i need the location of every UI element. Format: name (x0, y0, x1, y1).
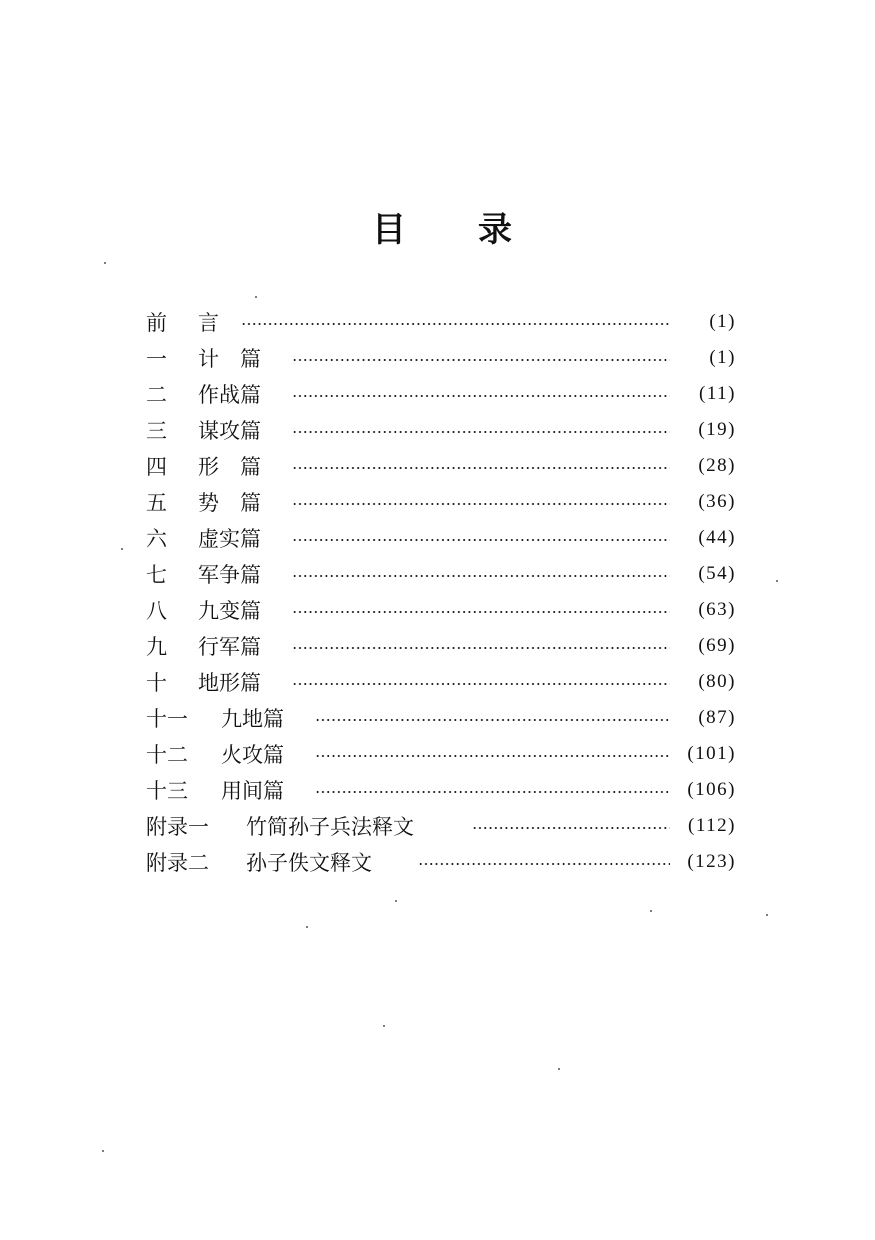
toc-leader-dots (292, 611, 670, 613)
toc-entry-name: 火攻篇 (221, 743, 284, 767)
toc-entry[interactable] (146, 448, 736, 484)
toc-entry[interactable] (146, 484, 736, 520)
page-title (372, 202, 522, 250)
toc-entry-name: 军争篇 (198, 563, 261, 587)
toc-entry-page: (54) (698, 563, 736, 584)
toc-leader-dots (292, 647, 670, 649)
toc-entry-number: 三 (146, 419, 167, 443)
toc-entry-page: (28) (698, 455, 736, 476)
scan-speck (395, 900, 397, 902)
toc-entry-name: 地形篇 (198, 671, 261, 695)
toc-entry-page: (112) (688, 815, 736, 836)
scan-speck (383, 1025, 385, 1027)
toc-entry-number: 附录二 (146, 851, 209, 875)
toc-leader-dots (292, 467, 670, 469)
scan-speck (306, 926, 308, 928)
toc-entry-name: 虚实篇 (198, 527, 261, 551)
toc-leader-dots (292, 683, 670, 685)
toc-entry[interactable] (146, 376, 736, 412)
toc-entry-number: 五 (146, 491, 167, 515)
toc-entry[interactable] (146, 340, 736, 376)
toc-entry-name: 九地篇 (221, 707, 284, 731)
toc-entry-number: 九 (146, 635, 167, 659)
toc-entry-number: 四 (146, 455, 167, 479)
toc-entry-number: 附录一 (146, 815, 209, 839)
toc-leader-dots (315, 791, 670, 793)
toc-entry-name: 势 篇 (198, 491, 261, 515)
toc-leader-dots (292, 431, 670, 433)
toc-entry-page: (87) (698, 707, 736, 728)
scan-speck (104, 262, 106, 264)
toc-entry-number: 前 (146, 311, 167, 335)
toc-entry-page: (11) (699, 383, 736, 404)
toc-leader-dots (315, 719, 670, 721)
toc-entry-name: 作战篇 (198, 383, 261, 407)
toc-entry-name: 孙子佚文释文 (246, 851, 372, 875)
toc-entry-page: (36) (698, 491, 736, 512)
toc-entry-number: 十三 (146, 779, 188, 803)
scan-speck (650, 910, 652, 912)
toc-entry-page: (19) (698, 419, 736, 440)
table-of-contents (146, 304, 736, 880)
toc-entry-name: 言 (198, 311, 219, 335)
toc-entry[interactable] (146, 844, 736, 880)
toc-entry-number: 十一 (146, 707, 188, 731)
toc-entry-page: (123) (687, 851, 736, 872)
toc-entry-page: (69) (698, 635, 736, 656)
toc-entry[interactable] (146, 520, 736, 556)
scan-speck (255, 296, 257, 298)
toc-entry[interactable] (146, 736, 736, 772)
toc-entry[interactable] (146, 412, 736, 448)
toc-leader-dots (292, 575, 670, 577)
toc-leader-dots (241, 323, 670, 325)
toc-entry-number: 七 (146, 563, 167, 587)
scan-speck (558, 1068, 560, 1070)
scan-speck (776, 580, 778, 582)
toc-entry-number: 一 (146, 347, 167, 371)
toc-leader-dots (418, 863, 670, 865)
toc-leader-dots (292, 539, 670, 541)
toc-entry-page: (44) (698, 527, 736, 548)
toc-entry-name: 计 篇 (198, 347, 261, 371)
toc-entry-page: (106) (687, 779, 736, 800)
toc-entry-name: 用间篇 (221, 779, 284, 803)
toc-entry[interactable] (146, 700, 736, 736)
toc-leader-dots (472, 827, 670, 829)
toc-entry-page: (1) (709, 311, 736, 332)
toc-entry-name: 形 篇 (198, 455, 261, 479)
toc-entry-name: 竹简孙子兵法释文 (246, 815, 414, 839)
toc-entry[interactable] (146, 556, 736, 592)
toc-entry[interactable] (146, 772, 736, 808)
toc-entry-name: 行军篇 (198, 635, 261, 659)
title-char-1: 目 (372, 210, 406, 250)
toc-leader-dots (292, 395, 670, 397)
toc-entry[interactable] (146, 628, 736, 664)
scan-speck (121, 548, 123, 550)
scan-speck (102, 1150, 104, 1152)
toc-entry-page: (101) (687, 743, 736, 764)
title-char-2: 录 (478, 210, 512, 250)
toc-entry-number: 十 (146, 671, 167, 695)
toc-entry[interactable] (146, 592, 736, 628)
toc-entry[interactable] (146, 664, 736, 700)
toc-leader-dots (292, 359, 670, 361)
toc-leader-dots (292, 503, 670, 505)
scan-speck (766, 914, 768, 916)
toc-entry[interactable] (146, 808, 736, 844)
toc-entry-number: 十二 (146, 743, 188, 767)
toc-entry-page: (63) (698, 599, 736, 620)
toc-entry-name: 九变篇 (198, 599, 261, 623)
toc-entry-number: 六 (146, 527, 167, 551)
toc-leader-dots (315, 755, 670, 757)
toc-entry-page: (80) (698, 671, 736, 692)
toc-entry-number: 二 (146, 383, 167, 407)
toc-entry-name: 谋攻篇 (198, 419, 261, 443)
toc-entry[interactable] (146, 304, 736, 340)
toc-entry-number: 八 (146, 599, 167, 623)
toc-entry-page: (1) (709, 347, 736, 368)
